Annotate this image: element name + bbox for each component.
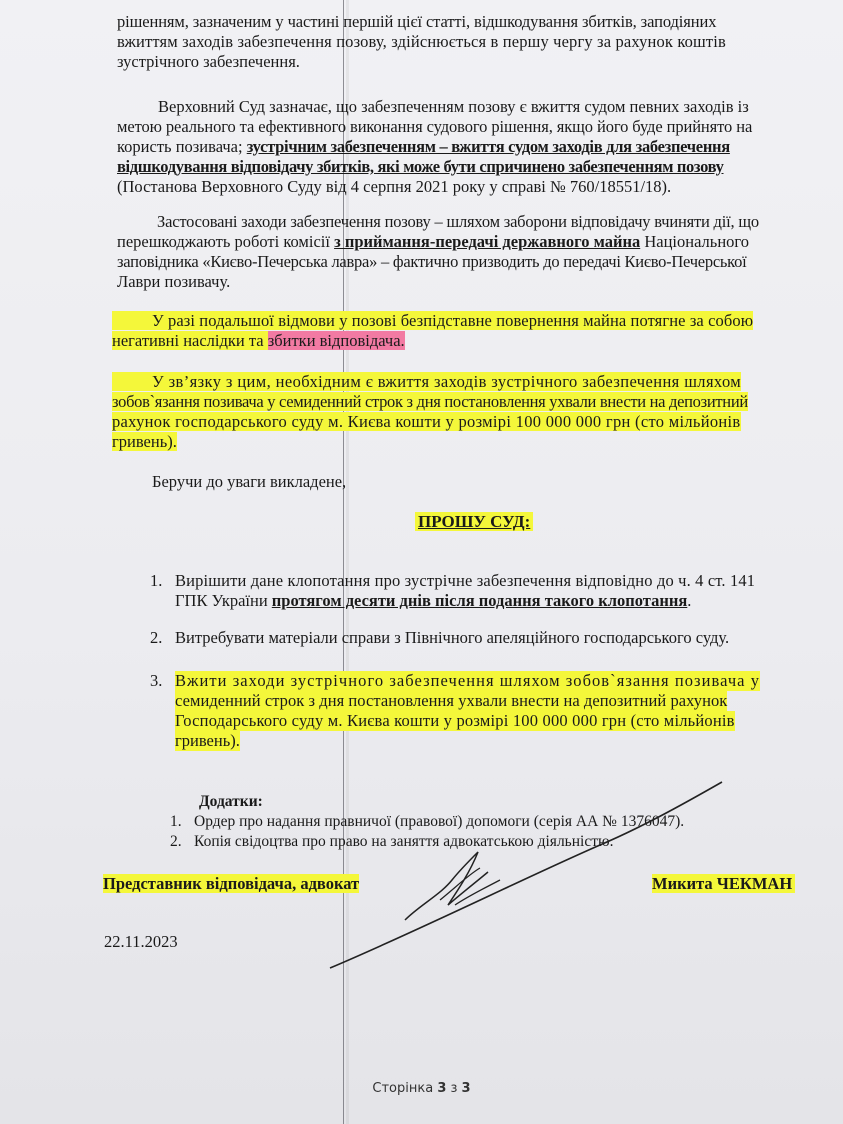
- footer-prefix: Сторінка: [372, 1081, 438, 1096]
- highlighted-text: негативні наслідки та: [112, 331, 268, 350]
- text-line: Беручи до уваги викладене,: [152, 472, 347, 491]
- highlighted-text: У зв’язку з цим, необхідним є вжиття заходів зустрічного забезпечення шляхом: [112, 372, 741, 391]
- text-line: вжиттям заходів забезпечення позову, здійснюється в першу чергу за рахунок коштів: [117, 32, 726, 51]
- highlighted-text: гривень).: [112, 432, 177, 451]
- signature-stroke: [405, 852, 488, 920]
- list-number: 1.: [150, 571, 163, 590]
- attachments-heading: Додатки:: [199, 793, 263, 810]
- highlighted-text: Вжити заходи зустрічного забезпечення шляхом зобов`язання позивача у: [175, 671, 761, 690]
- text-line: Застосовані заходи забезпечення позову – шляхом заборони відповідачу вчиняти дії, що: [157, 212, 759, 231]
- text-fragment: ГПК України: [175, 591, 272, 610]
- text-fragment: Національного: [640, 232, 750, 251]
- list-number: 2.: [170, 833, 182, 850]
- text-line: Вирішити дане клопотання про зустрічне забезпечення відповідно до ч. 4 ст. 141: [175, 571, 756, 590]
- emphasis-text: зустрічним забезпеченням – вжиття судом заходів для забезпечення: [246, 137, 730, 156]
- attachment-text: Ордер про надання правничої (правової) допомоги (серія АА № 1376047).: [194, 813, 685, 830]
- text-line: зустрічного забезпечення.: [117, 52, 300, 71]
- highlighted-text: семиденний строк з дня постановлення ухвали внести на депозитний рахунок: [175, 691, 728, 710]
- text-fragment: .: [687, 591, 692, 610]
- highlighted-text: рахунок господарського суду м. Києва кошти у розмірі 100 000 000 грн (сто мільйонів: [112, 412, 741, 431]
- highlighted-text: Господарського суду м. Києва кошти у розмірі 100 000 000 грн (сто мільйонів: [175, 711, 735, 730]
- highlighted-text: гривень).: [175, 731, 240, 750]
- highlighted-heading: ПРОШУ СУД:: [415, 512, 533, 531]
- text-fragment: користь позивача;: [117, 137, 247, 156]
- case-reference: (Постанова Верховного Суду від 4 серпня 2021 року у справі № 760/18551/18).: [117, 177, 672, 196]
- document-date: [104, 932, 178, 952]
- emphasis-text: з приймання-передачі державного майна: [334, 232, 641, 251]
- text-fragment: перешкоджають роботі комісії: [117, 232, 335, 251]
- emphasis-text: протягом десяти днів після подання такого клопотання: [271, 591, 688, 610]
- text-line: заповідника «Києво-Печерська лавра» – фактично призводить до передачі Києво-Печерської: [117, 252, 747, 271]
- list-number: 1.: [170, 813, 182, 830]
- total-page-number: 3: [461, 1081, 471, 1096]
- date-text: 22.11.2023: [104, 932, 178, 951]
- text-line: Витребувати матеріали справи з Північного апеляційного господарського суду.: [175, 628, 730, 647]
- text-line: метою реального та ефективного виконання судового рішення, якщо його буде прийнято на: [117, 117, 753, 136]
- list-number: 2.: [150, 628, 163, 647]
- footer-separator: з: [446, 1081, 462, 1096]
- emphasis-text: відшкодування відповідачу збитків, які може бути спричинено забезпеченням позову: [117, 157, 724, 176]
- page-footer: [0, 1081, 843, 1096]
- highlighted-role: Представник відповідача, адвокат: [103, 874, 360, 893]
- signature-stroke: [330, 782, 722, 968]
- highlighted-text: зобов`язання позивача у семиденний строк з дня постановлення ухвали внести на депозитний: [112, 392, 748, 411]
- attachment-text: Копія свідоцтва про право на заняття адвокатською діяльністю.: [194, 833, 614, 850]
- text-line: Лаври позивачу.: [117, 272, 231, 291]
- highlighted-text: У разі подальшої відмови у позові безпідставне повернення майна потягне за собою: [112, 311, 753, 330]
- text-line: рішенням, зазначеним у частині першій цієї статті, відшкодування збитків, заподіяних: [117, 12, 717, 31]
- highlighted-name: Микита ЧЕКМАН: [652, 874, 795, 893]
- pink-highlighted-text: збитки відповідача.: [267, 331, 405, 350]
- list-number: 3.: [150, 671, 163, 690]
- text-line: Верховний Суд зазначає, що забезпеченням позову є вжиття судом певних заходів із: [158, 97, 749, 116]
- current-page-number: 3: [437, 1081, 447, 1096]
